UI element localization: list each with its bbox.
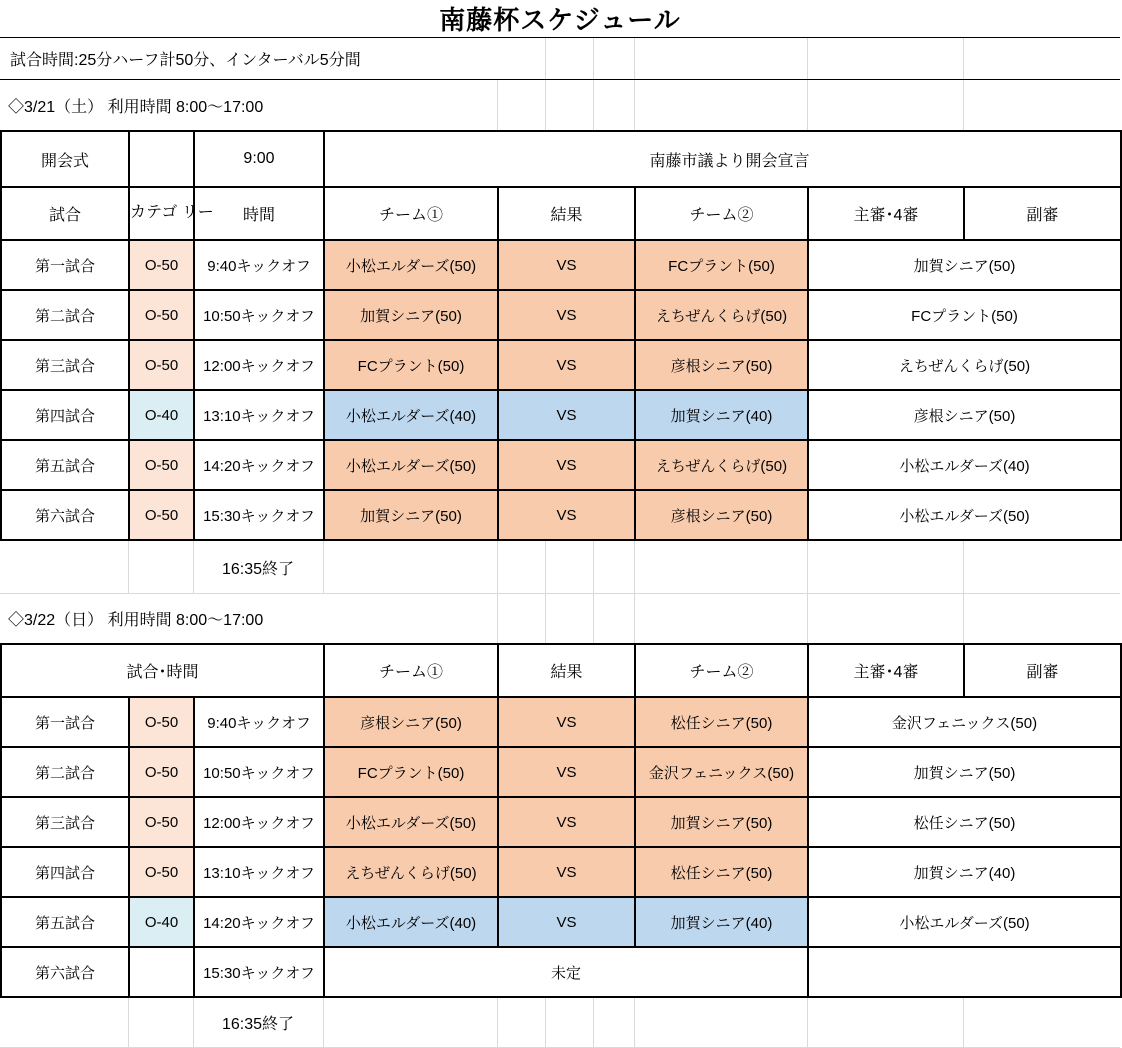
faint-gridline <box>807 541 808 593</box>
time-cell: 9:40キックオフ <box>194 240 324 290</box>
match-cell: 第三試合 <box>1 797 129 847</box>
faint-gridline <box>128 998 129 1047</box>
header-team2: チーム② <box>635 644 808 697</box>
category-cell <box>129 947 194 997</box>
team1-cell: 小松エルダーズ(50) <box>324 240 498 290</box>
day1-header-row <box>1 187 1121 240</box>
match-row-undecided <box>1 947 1121 997</box>
faint-gridline <box>807 594 808 643</box>
faint-gridline <box>497 998 498 1047</box>
header-assistant-referee: 副審 <box>964 644 1121 697</box>
time-cell: 14:20キックオフ <box>194 440 324 490</box>
day1-date-row <box>0 80 1120 130</box>
referee-cell: 加賀シニア(50) <box>808 747 1121 797</box>
faint-gridline <box>963 541 964 593</box>
time-cell: 12:00キックオフ <box>194 797 324 847</box>
match-row <box>1 747 1121 797</box>
match-cell: 第三試合 <box>1 340 129 390</box>
faint-gridline <box>807 38 808 79</box>
header-category: カテゴ リー <box>129 187 194 240</box>
time-cell: 9:40キックオフ <box>194 697 324 747</box>
team1-cell: えちぜんくらげ(50) <box>324 847 498 897</box>
day1-end-row <box>0 541 1120 594</box>
category-cell: O-50 <box>129 847 194 897</box>
category-cell: O-50 <box>129 290 194 340</box>
header-team1: チーム① <box>324 644 498 697</box>
match-row <box>1 847 1121 897</box>
match-cell: 第五試合 <box>1 897 129 947</box>
referee-cell: 小松エルダーズ(50) <box>808 490 1121 540</box>
day1-date-line: ◇3/21（土） 利用時間 8:00～17:00 <box>8 98 264 116</box>
referee-cell: 金沢フェニックス(50) <box>808 697 1121 747</box>
day2-end-row <box>0 998 1120 1048</box>
time-cell: 13:10キックオフ <box>194 390 324 440</box>
header-match: 試合 <box>1 187 129 240</box>
faint-gridline <box>963 80 964 130</box>
match-cell: 第六試合 <box>1 490 129 540</box>
team1-cell: 小松エルダーズ(50) <box>324 440 498 490</box>
faint-gridline <box>545 38 546 79</box>
team1-cell: 小松エルダーズ(40) <box>324 390 498 440</box>
match-cell: 第四試合 <box>1 390 129 440</box>
vs-cell: VS <box>498 390 635 440</box>
team1-cell: 小松エルダーズ(50) <box>324 797 498 847</box>
category-cell: O-50 <box>129 797 194 847</box>
team1-cell: 加賀シニア(50) <box>324 290 498 340</box>
match-cell: 第四試合 <box>1 847 129 897</box>
team1-cell: 加賀シニア(50) <box>324 490 498 540</box>
faint-gridline <box>323 998 324 1047</box>
team1-cell: FCプラント(50) <box>324 340 498 390</box>
end-time-cell: 16:35終了 <box>221 560 295 578</box>
faint-gridline <box>634 38 635 79</box>
team2-cell: 加賀シニア(50) <box>635 797 808 847</box>
team2-cell: 彦根シニア(50) <box>635 490 808 540</box>
referee-cell: 加賀シニア(40) <box>808 847 1121 897</box>
match-row <box>1 490 1121 540</box>
referee-cell: 小松エルダーズ(50) <box>808 897 1121 947</box>
match-cell: 第六試合 <box>1 947 129 997</box>
team2-cell: 加賀シニア(40) <box>635 897 808 947</box>
day2-header-row <box>1 644 1121 697</box>
referee-cell: 彦根シニア(50) <box>808 390 1121 440</box>
faint-gridline <box>634 541 635 593</box>
match-cell: 第二試合 <box>1 290 129 340</box>
match-duration-note: 試合時間:25分ハーフ計50分、インターバル5分間 <box>10 52 361 69</box>
faint-gridline <box>634 594 635 643</box>
match-duration-note-row <box>0 38 1120 80</box>
faint-gridline <box>323 541 324 593</box>
header-referee: 主審･4審 <box>808 644 964 697</box>
header-team1: チーム① <box>324 187 498 240</box>
opening-announcement-cell: 南藤市議より開会宣言 <box>324 131 1121 187</box>
team2-cell: FCプラント(50) <box>635 240 808 290</box>
time-cell: 10:50キックオフ <box>194 290 324 340</box>
faint-gridline <box>634 998 635 1047</box>
faint-gridline <box>545 80 546 130</box>
time-cell: 10:50キックオフ <box>194 747 324 797</box>
match-row <box>1 697 1121 747</box>
vs-cell: VS <box>498 240 635 290</box>
team1-cell: 彦根シニア(50) <box>324 697 498 747</box>
opening-ceremony-row <box>1 131 1121 187</box>
header-team2: チーム② <box>635 187 808 240</box>
category-cell: O-40 <box>129 897 194 947</box>
team2-cell: えちぜんくらげ(50) <box>635 290 808 340</box>
match-row <box>1 440 1121 490</box>
faint-gridline <box>497 541 498 593</box>
faint-gridline <box>193 998 194 1047</box>
time-cell: 14:20キックオフ <box>194 897 324 947</box>
team2-cell: 松任シニア(50) <box>635 847 808 897</box>
faint-gridline <box>807 80 808 130</box>
opening-spacer-cell <box>129 131 194 187</box>
vs-cell: VS <box>498 440 635 490</box>
faint-gridline <box>593 594 594 643</box>
vs-cell: VS <box>498 897 635 947</box>
faint-gridline <box>963 38 964 79</box>
referee-cell: 松任シニア(50) <box>808 797 1121 847</box>
faint-gridline <box>545 998 546 1047</box>
faint-gridline <box>963 998 964 1047</box>
vs-cell: VS <box>498 340 635 390</box>
header-match-time: 試合･時間 <box>1 644 324 697</box>
faint-gridline <box>593 38 594 79</box>
vs-cell: VS <box>498 490 635 540</box>
team2-cell: 彦根シニア(50) <box>635 340 808 390</box>
day2-date-row <box>0 594 1120 643</box>
vs-cell: VS <box>498 697 635 747</box>
faint-gridline <box>634 80 635 130</box>
vs-cell: VS <box>498 797 635 847</box>
team2-cell: 松任シニア(50) <box>635 697 808 747</box>
team2-cell: 金沢フェニックス(50) <box>635 747 808 797</box>
faint-gridline <box>593 80 594 130</box>
header-time: 時間 <box>194 187 324 240</box>
team1-cell: FCプラント(50) <box>324 747 498 797</box>
time-cell: 15:30キックオフ <box>194 947 324 997</box>
match-row <box>1 290 1121 340</box>
match-row <box>1 240 1121 290</box>
header-referee: 主審･4審 <box>808 187 964 240</box>
time-cell: 13:10キックオフ <box>194 847 324 897</box>
category-cell: O-40 <box>129 390 194 440</box>
match-cell: 第一試合 <box>1 697 129 747</box>
team2-cell: 加賀シニア(40) <box>635 390 808 440</box>
match-row <box>1 340 1121 390</box>
category-cell: O-50 <box>129 697 194 747</box>
match-row <box>1 390 1121 440</box>
team2-cell: えちぜんくらげ(50) <box>635 440 808 490</box>
match-cell: 第一試合 <box>1 240 129 290</box>
faint-gridline <box>593 998 594 1047</box>
referee-cell: 加賀シニア(50) <box>808 240 1121 290</box>
header-result: 結果 <box>498 187 635 240</box>
header-assistant-referee: 副審 <box>964 187 1121 240</box>
header-result: 結果 <box>498 644 635 697</box>
match-row <box>1 797 1121 847</box>
undecided-cell: 未定 <box>324 947 808 997</box>
faint-gridline <box>497 80 498 130</box>
faint-gridline <box>807 998 808 1047</box>
time-cell: 15:30キックオフ <box>194 490 324 540</box>
category-cell: O-50 <box>129 240 194 290</box>
opening-time-cell: 9:00 <box>194 131 324 187</box>
category-cell: O-50 <box>129 747 194 797</box>
faint-gridline <box>545 594 546 643</box>
faint-gridline <box>545 541 546 593</box>
referee-cell: 小松エルダーズ(40) <box>808 440 1121 490</box>
faint-gridline <box>193 541 194 593</box>
page-title: 南藤杯スケジュール <box>0 0 1120 38</box>
category-cell: O-50 <box>129 490 194 540</box>
vs-cell: VS <box>498 747 635 797</box>
match-cell: 第二試合 <box>1 747 129 797</box>
vs-cell: VS <box>498 290 635 340</box>
referee-cell: FCプラント(50) <box>808 290 1121 340</box>
match-row <box>1 897 1121 947</box>
category-cell: O-50 <box>129 440 194 490</box>
faint-gridline <box>128 541 129 593</box>
referee-cell <box>808 947 1121 997</box>
day1-table <box>0 130 1122 541</box>
match-cell: 第五試合 <box>1 440 129 490</box>
opening-label-cell: 開会式 <box>1 131 129 187</box>
time-cell: 12:00キックオフ <box>194 340 324 390</box>
faint-gridline <box>497 594 498 643</box>
end-time-cell: 16:35終了 <box>221 1016 295 1033</box>
day2-table <box>0 643 1122 998</box>
team1-cell: 小松エルダーズ(40) <box>324 897 498 947</box>
category-cell: O-50 <box>129 340 194 390</box>
vs-cell: VS <box>498 847 635 897</box>
faint-gridline <box>963 594 964 643</box>
referee-cell: えちぜんくらげ(50) <box>808 340 1121 390</box>
faint-gridline <box>593 541 594 593</box>
day2-date-line: ◇3/22（日） 利用時間 8:00～17:00 <box>8 612 264 629</box>
